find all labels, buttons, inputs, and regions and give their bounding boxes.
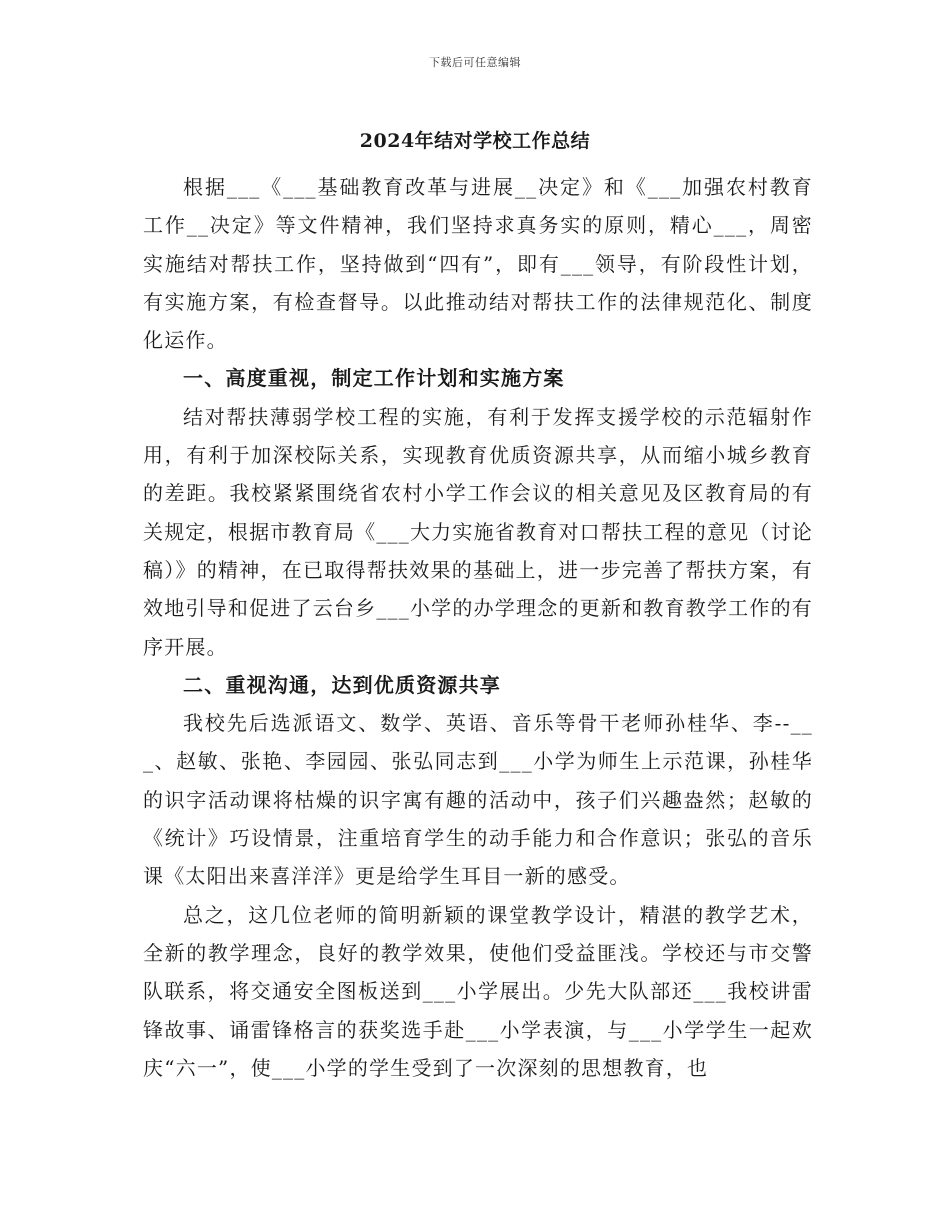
section-2-heading: 二、重视沟通，达到优质资源共享: [183, 672, 501, 697]
document-title: 2024年结对学校工作总结: [359, 130, 591, 152]
header-note: 下载后可任意编辑: [429, 56, 521, 69]
section-1-heading: 一、高度重视，制定工作计划和实施方案: [183, 366, 565, 391]
intro-paragraph: 根据___《___基础教育改革与进展__决定》和《___加强农村教育工作__决定》等文件精神，我们坚持求真务实的原则，精心___，周密实施结对帮扶工作，坚持做到“四有”，即有___领导，有阶段性计划，有实施方案，有检查督导。以此推动结对帮扶工作的法律规范化、制度化运作。: [143, 175, 813, 353]
document-body: [143, 168, 813, 1087]
section-2-paragraph-1: 我校先后选派语文、数学、英语、音乐等骨干老师孙桂华、李--___、赵敏、张艳、李园园、张弘同志到___小学为师生上示范课，孙桂华的识字活动课将枯燥的识字寓有趣的活动中，孩子们兴趣盎然；赵敏的《统计》巧设情景，注重培育学生的动手能力和合作意识；张弘的音乐课《太阳出来喜洋洋》更是给学生耳目一新的感受。: [143, 711, 813, 889]
section-1-paragraph: 结对帮扶薄弱学校工程的实施，有利于发挥支援学校的示范辐射作用，有利于加深校际关系，实现教育优质资源共享，从而缩小城乡教育的差距。我校紧紧围绕省农村小学工作会议的相关意见及区教育局的有关规定，根据市教育局《___大力实施省教育对口帮扶工程的意见（讨论稿）》的精神，在已取得帮扶效果的基础上，进一步完善了帮扶方案，有效地引导和促进了云台乡___小学的办学理念的更新和教育教学工作的有序开展。: [143, 404, 813, 659]
section-2-paragraph-2: 总之，这几位老师的简明新颖的课堂教学设计，精湛的教学艺术，全新的教学理念，良好的教学效果，使他们受益匪浅。学校还与市交警队联系，将交通安全图板送到___小学展出。少先大队部还___我校讲雷锋故事、诵雷锋格言的获奖选手赴___小学表演，与___小学学生一起欢庆“六一”，使___小学的学生受到了一次深刻的思想教育，也: [143, 902, 813, 1080]
